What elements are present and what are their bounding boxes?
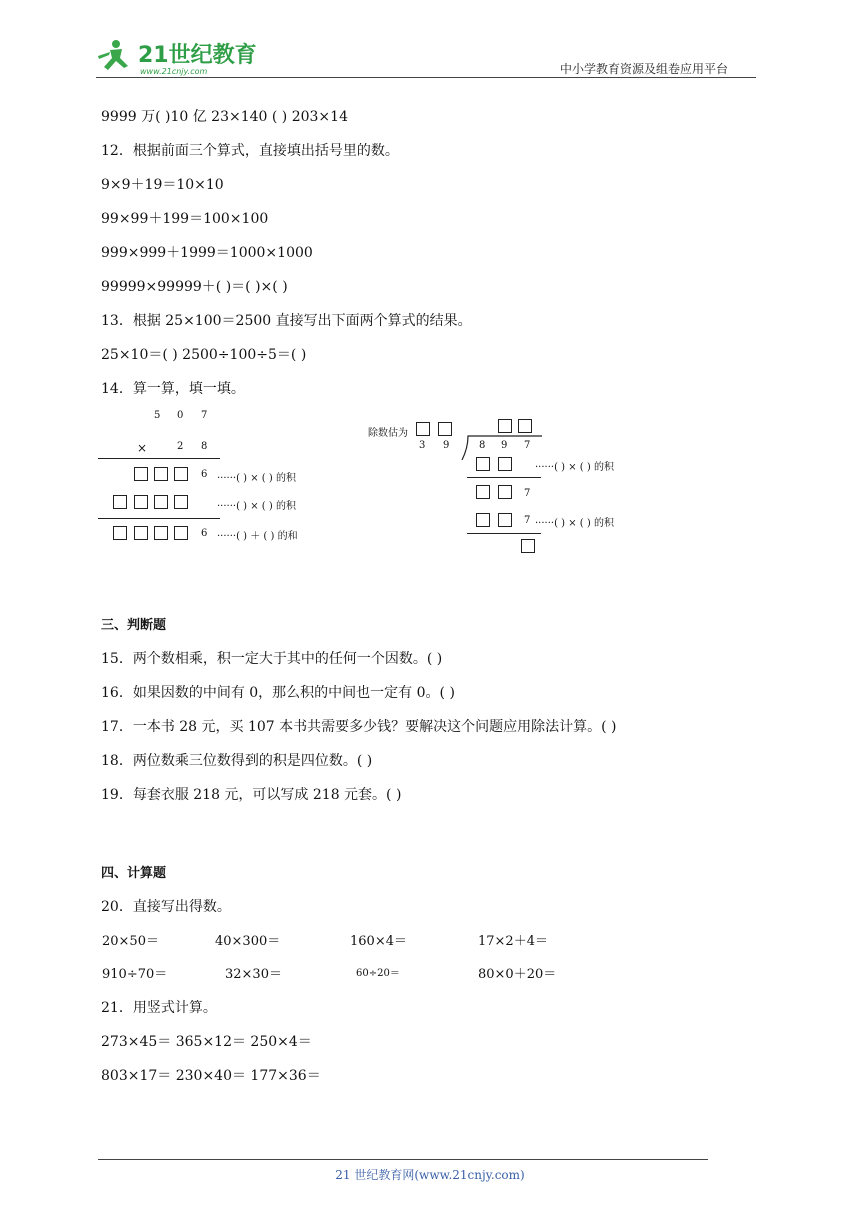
question-14: 14．算一算，填一填。 <box>101 381 245 397</box>
digit: 7 <box>524 488 531 499</box>
digit: 5 <box>154 410 161 421</box>
digit: 2 <box>177 441 184 452</box>
rule-line <box>98 458 220 459</box>
oral-calc: 32×30＝ <box>225 967 282 982</box>
answer-box[interactable] <box>498 419 512 433</box>
question-13-answers: 25×10＝( ) 2500÷100÷5＝( ) <box>101 347 307 363</box>
digit: 0 <box>177 410 184 421</box>
oral-calc: 160×4＝ <box>350 934 407 949</box>
note: ······( ) ＋ ( ) 的和 <box>217 531 298 542</box>
answer-box[interactable] <box>134 526 148 540</box>
equation-2: 99×99＋199＝100×100 <box>101 211 269 227</box>
compare-line: 9999 万( )10 亿 23×140 ( ) 203×14 <box>101 109 348 125</box>
site-name: 中小学教育资源及组卷应用平台 <box>560 62 729 76</box>
answer-box[interactable] <box>476 513 490 527</box>
judge-item: 15．两个数相乘，积一定大于其中的任何一个因数。( ) <box>101 651 443 667</box>
equation-4: 99999×99999＋( )＝( )×( ) <box>101 279 288 295</box>
oral-calc: 20×50＝ <box>102 934 159 949</box>
answer-box[interactable] <box>498 513 512 527</box>
digit: 8 <box>479 440 486 451</box>
note: ······( ) × ( ) 的积 <box>535 518 614 529</box>
question-12: 12．根据前面三个算式，直接填出括号里的数。 <box>101 143 399 159</box>
answer-box[interactable] <box>521 539 535 553</box>
answer-box[interactable] <box>518 419 532 433</box>
digit: 9 <box>501 440 508 451</box>
oral-calc: 17×2＋4＝ <box>478 934 548 949</box>
question-20: 20．直接写出得数。 <box>101 899 231 915</box>
judge-item: 19．每套衣服 218 元，可以写成 218 元套。( ) <box>101 787 402 803</box>
digit: 7 <box>524 515 531 526</box>
answer-box[interactable] <box>174 526 188 540</box>
judge-item: 18．两位数乘三位数得到的积是四位数。( ) <box>101 753 373 769</box>
note: ······( ) × ( ) 的积 <box>217 473 296 484</box>
answer-box[interactable] <box>174 467 188 481</box>
digit: 7 <box>201 410 208 421</box>
answer-box[interactable] <box>476 485 490 499</box>
answer-box[interactable] <box>113 495 127 509</box>
vertical-calc-row: 803×17＝ 230×40＝ 177×36＝ <box>101 1068 321 1084</box>
answer-box[interactable] <box>438 422 452 436</box>
section-title: 四、计算题 <box>101 866 167 881</box>
equation-3: 999×999＋1999＝1000×1000 <box>101 245 313 261</box>
digit: 6 <box>201 469 208 480</box>
judge-item: 16．如果因数的中间有 0，那么积的中间也一定有 0。( ) <box>101 685 455 701</box>
answer-box[interactable] <box>416 422 430 436</box>
note: ······( ) × ( ) 的积 <box>535 462 614 473</box>
logo-text: 21世纪教育 <box>138 43 257 68</box>
answer-box[interactable] <box>498 485 512 499</box>
rule-line <box>467 477 541 478</box>
equation-1: 9×9＋19＝10×10 <box>101 177 224 193</box>
footer-divider <box>98 1159 708 1160</box>
times-sign: × <box>137 441 148 455</box>
oral-calc: 40×300＝ <box>215 934 281 949</box>
rule-line <box>467 533 541 534</box>
answer-box[interactable] <box>113 526 127 540</box>
digit: 6 <box>201 528 208 539</box>
digit: 3 <box>419 440 426 451</box>
digit: 9 <box>443 440 450 451</box>
footer-text: 21 世纪教育网(www.21cnjy.com) <box>335 1168 525 1182</box>
oral-calc: 910÷70＝ <box>102 967 168 982</box>
answer-box[interactable] <box>154 467 168 481</box>
vertical-calc-row: 273×45＝ 365×12＝ 250×4＝ <box>101 1034 312 1050</box>
logo-image <box>94 36 264 78</box>
answer-box[interactable] <box>154 495 168 509</box>
question-13: 13．根据 25×100＝2500 直接写出下面两个算式的结果。 <box>101 313 472 329</box>
header-divider <box>96 77 756 78</box>
digit: 7 <box>524 440 531 451</box>
oral-calc: 60÷20＝ <box>356 968 400 979</box>
answer-box[interactable] <box>476 457 490 471</box>
answer-box[interactable] <box>154 526 168 540</box>
section-title: 三、判断题 <box>101 618 167 633</box>
answer-box[interactable] <box>134 495 148 509</box>
rule-line <box>98 518 220 519</box>
answer-box[interactable] <box>498 457 512 471</box>
logo-url: www.21cnjy.com <box>140 67 208 76</box>
oral-calc: 80×0＋20＝ <box>478 967 557 982</box>
judge-item: 17．一本书 28 元，买 107 本书共需要多少钱？要解决这个问题应用除法计算。( ) <box>101 719 617 735</box>
digit: 8 <box>201 441 208 452</box>
question-21: 21．用竖式计算。 <box>101 1000 217 1016</box>
answer-box[interactable] <box>134 467 148 481</box>
note: ······( ) × ( ) 的积 <box>217 501 296 512</box>
estimate-label: 除数估为 <box>368 428 408 439</box>
answer-box[interactable] <box>174 495 188 509</box>
